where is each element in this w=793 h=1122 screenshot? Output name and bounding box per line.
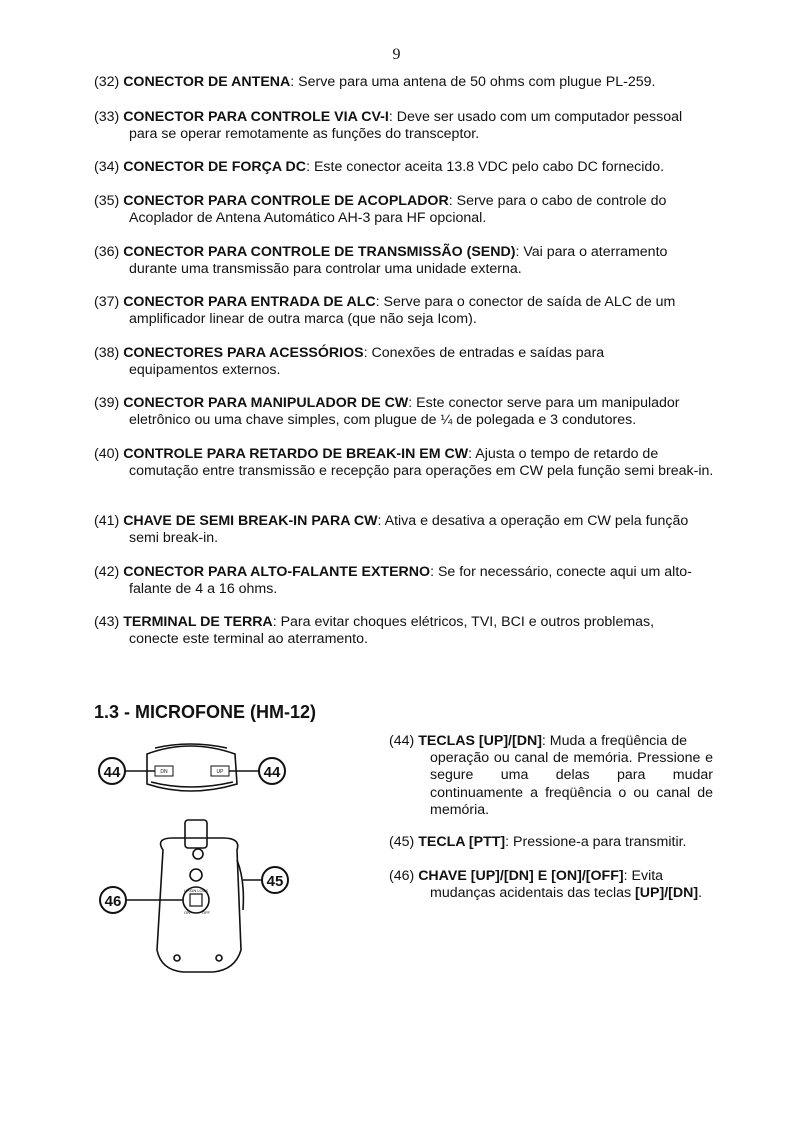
item-text: : Deve ser usado com um computador pessoal [388, 109, 683, 125]
item-continuation: Acoplador de Antena Automático AH-3 para HF opcional. [129, 210, 487, 227]
screw-3 [174, 955, 180, 961]
list-item [94, 294, 717, 328]
item-title: CHAVE [UP]/[DN] E [ON]/[OFF] [418, 868, 624, 884]
item-continuation: operação ou canal de memória. Pressione e segure uma delas para mudar continuamente a freqüência o ou canal de memória. [430, 750, 713, 818]
callout-46-label: 46 [104, 893, 122, 910]
item-title: TECLA [PTT] [418, 834, 506, 850]
item-text: : Ajusta o tempo de retardo de [468, 446, 659, 462]
list-item [94, 395, 717, 429]
item-title: CONECTOR PARA CONTROLE VIA CV-I [123, 109, 389, 125]
callout-44-left-label: 44 [103, 764, 121, 781]
item-number: (42) [94, 564, 120, 580]
item-continuation: equipamentos externos. [129, 362, 281, 379]
item-text: : Vai para o aterramento [515, 244, 668, 260]
item-text: : Se for necessário, conecte aqui um alto- [430, 564, 692, 580]
item-number: (33) [94, 109, 120, 125]
lock-off-label: OFF [202, 910, 210, 915]
item-title: CONECTOR PARA CONTROLE DE TRANSMISSÃO (SEND) [123, 244, 516, 260]
list-item [389, 733, 713, 819]
item-number: (44) [389, 733, 415, 749]
list-item [94, 244, 717, 278]
item-number: (46) [389, 868, 415, 884]
page-number: 9 [392, 46, 401, 63]
list-item [94, 345, 717, 379]
item-number: (39) [94, 395, 120, 411]
callout-45-label: 45 [266, 873, 284, 890]
item-number: (38) [94, 345, 120, 361]
item-text: : Evita [623, 868, 664, 884]
lock-switch [190, 894, 202, 906]
list-item [389, 868, 713, 902]
item-text: : Serve para o cabo de controle do [448, 193, 667, 209]
item-text: : Ativa e desativa a operação em CW pela função [377, 513, 689, 529]
item-title: TERMINAL DE TERRA [123, 614, 273, 630]
item-continuation: falante de 4 a 16 ohms. [129, 581, 278, 598]
item-number: (37) [94, 294, 120, 310]
item-number: (45) [389, 834, 415, 850]
item-text: : Este conector serve para um manipulador [408, 395, 680, 411]
item-text: : Serve para uma antena de 50 ohms com plugue PL-259. [290, 74, 656, 90]
item-continuation: amplificador linear de outra marca (que não seja Icom). [129, 311, 477, 328]
item-title: CONECTORES PARA ACESSÓRIOS [123, 345, 364, 361]
microphone-figure [95, 740, 295, 980]
screw-4 [216, 955, 222, 961]
item-number: (40) [94, 446, 120, 462]
item-number: (32) [94, 74, 120, 90]
item-number: (34) [94, 159, 120, 175]
item-number: (43) [94, 614, 120, 630]
item-title: CONTROLE PARA RETARDO DE BREAK-IN EM CW [123, 446, 469, 462]
item-title: CONECTOR PARA ALTO-FALANTE EXTERNO [123, 564, 431, 580]
dn-key-label: DN [160, 769, 168, 775]
list-item [94, 564, 717, 598]
item-continuation: semi break-in. [129, 530, 219, 547]
item-title: TECLAS [UP]/[DN] [418, 733, 542, 749]
callout-44-right-label: 44 [263, 764, 281, 781]
list-item [94, 74, 717, 91]
lock-on-label: ON [184, 910, 190, 915]
list-item [94, 109, 717, 143]
item-text: : Este conector aceita 13.8 VDC pelo cabo DC fornecido. [306, 159, 665, 175]
item-continuation: conecte este terminal ao aterramento. [129, 631, 368, 648]
item-title: CHAVE DE SEMI BREAK-IN PARA CW [123, 513, 378, 529]
cable-strain-relief [185, 820, 207, 848]
screw-2 [190, 869, 202, 881]
item-title: CONECTOR PARA MANIPULADOR DE CW [123, 395, 409, 411]
list-item [389, 834, 713, 851]
item-continuation: para se operar remotamente as funções do transceptor. [129, 126, 480, 143]
item-text: : Muda a freqüência de [541, 733, 688, 749]
list-item [94, 614, 717, 648]
item-continuation: mudanças acidentais das teclas [UP]/[DN]. [430, 885, 703, 902]
item-number: (36) [94, 244, 120, 260]
item-title: CONECTOR DE ANTENA [123, 74, 291, 90]
item-continuation: durante uma transmissão para controlar uma unidade externa. [129, 261, 522, 278]
lock-switch-label: UP/DN LOCK [183, 888, 209, 893]
item-text: : Pressione-a para transmitir. [505, 834, 687, 850]
screw-1 [193, 849, 203, 859]
item-title: CONECTOR DE FORÇA DC [123, 159, 307, 175]
item-text: : Conexões de entradas e saídas para [363, 345, 605, 361]
list-item [94, 193, 717, 227]
list-item [94, 446, 717, 480]
item-continuation: eletrônico ou uma chave simples, com plugue de ¼ de polegada e 3 condutores. [129, 412, 637, 429]
item-title: CONECTOR PARA ENTRADA DE ALC [123, 294, 376, 310]
item-continuation: comutação entre transmissão e recepção para operações em CW pela função semi break-in. [129, 463, 714, 480]
item-number: (35) [94, 193, 120, 209]
list-item [94, 513, 717, 547]
section-title: 1.3 - MICROFONE (HM-12) [94, 702, 317, 722]
list-item [94, 159, 717, 176]
item-text: : Serve para o conector de saída de ALC de um [375, 294, 676, 310]
item-text: : Para evitar choques elétricos, TVI, BCI e outros problemas, [272, 614, 655, 630]
up-key-label: UP [216, 769, 224, 775]
item-title: CONECTOR PARA CONTROLE DE ACOPLADOR [123, 193, 449, 209]
item-number: (41) [94, 513, 120, 529]
